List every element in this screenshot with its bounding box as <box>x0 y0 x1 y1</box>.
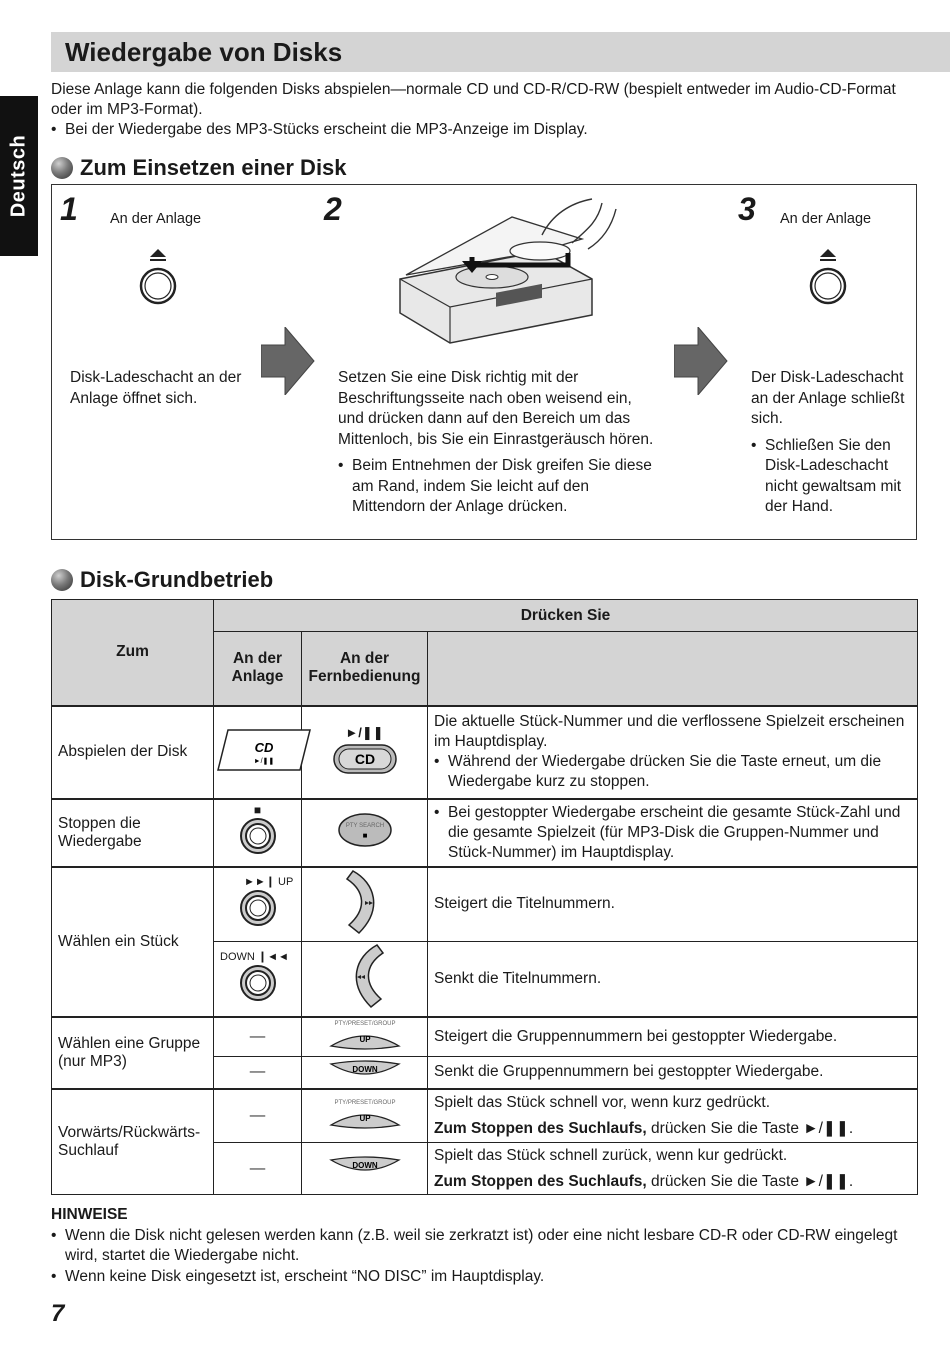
skip-back-arc-icon <box>345 943 385 1009</box>
row-zum: Vorwärts/Rückwärts-Suchlauf <box>52 1089 214 1195</box>
stop-glyph: ■ <box>253 803 262 817</box>
note-item: • Wenn die Disk nicht gelesen werden kann (z.B. weil sie zerkratzt ist) oder eine nicht lesbare CD-R oder CD-RW eingelegt wird, startet die Wiedergabe nicht. <box>51 1226 911 1267</box>
down-prev-label: DOWN ❙◄◄ <box>220 950 289 963</box>
group-up-description <box>428 1017 918 1057</box>
unit-cd-button <box>214 706 302 799</box>
select-up-description <box>428 867 918 942</box>
group-up-button-icon <box>327 1018 403 1050</box>
disc-operations-table <box>51 599 918 1195</box>
row-zum: Abspielen der Disk <box>52 706 214 799</box>
search-stop-bold: Zum Stoppen des Suchlaufs, <box>434 1172 647 1190</box>
note-item: • Wenn keine Disk eingesetzt ist, erscheint “NO DISC” im Hauptdisplay. <box>51 1267 911 1288</box>
dash: — <box>214 1089 302 1143</box>
remote-group-down-button <box>302 1057 428 1089</box>
play-desc-text: Die aktuelle Stück-Nummer und die verflossene Spielzeit erscheinen im Hauptdisplay. <box>434 713 905 750</box>
section2-heading-text: Disk-Grundbetrieb <box>80 567 274 592</box>
table-row <box>52 1089 918 1143</box>
page-number: 7 <box>51 1300 65 1327</box>
search-stop-rest: drücken Sie die Taste ►/❚❚. <box>651 1119 854 1137</box>
select-up-text: Steigert die Titelnummern. <box>434 895 615 913</box>
intro-bullet: • Bei der Wiedergabe des MP3-Stücks erscheint die MP3-Anzeige im Display. <box>51 120 911 140</box>
pty-group-label: PTY/PRESET/GROUP <box>333 1021 396 1028</box>
step1-label: An der Anlage <box>110 211 202 227</box>
disc-insertion-illustration <box>392 195 632 345</box>
cd-remote-button-icon <box>332 743 398 775</box>
remote-stop-button <box>302 799 428 867</box>
search-rev-description <box>428 1143 918 1195</box>
prev-button-icon <box>238 963 278 1003</box>
group-down-button-icon <box>327 1058 403 1082</box>
search-fwd-text: Spielt das Stück schnell vor, wenn kurz gedrückt. <box>434 1093 770 1111</box>
step1-number: 1 <box>60 191 78 227</box>
bullet-ball-icon <box>51 157 73 179</box>
up-label: UP <box>358 1035 371 1045</box>
down-label: DOWN <box>351 1161 378 1170</box>
skip-forward-arc-icon <box>345 869 385 935</box>
unit-prev-button <box>214 942 302 1017</box>
step2-number: 2 <box>324 191 342 227</box>
dash: — <box>214 1143 302 1195</box>
cd-unit-sub: ►/❚❚ <box>253 757 275 765</box>
intro <box>51 80 911 140</box>
stop-description <box>428 799 918 867</box>
header-fern: An der Fernbedienung <box>302 632 428 706</box>
play-desc-bullet: • Während der Wiedergabe drücken Sie die Taste erneut, um die Wiedergabe kurz zu stoppen. <box>434 752 911 792</box>
search-rev-text: Spielt das Stück schnell zurück, wenn kur gedrückt. <box>434 1146 788 1164</box>
remote-search-up-button <box>302 1089 428 1143</box>
step3-bullet: • Schließen Sie den Disk-Ladeschacht nicht gewaltsam mit der Hand. <box>751 436 911 518</box>
table-row <box>52 799 918 867</box>
next-button-icon <box>238 888 278 928</box>
unit-stop-button <box>214 799 302 867</box>
dash: — <box>214 1017 302 1057</box>
header-druecken: Drücken Sie <box>214 600 918 632</box>
select-down-description <box>428 942 918 1017</box>
table-row <box>52 706 918 799</box>
group-down-text: Senkt die Gruppennummern bei gestoppter Wiedergabe. <box>434 1063 824 1081</box>
section1-heading <box>51 152 347 184</box>
remote-cd-button <box>302 706 428 799</box>
search-stop-bold: Zum Stoppen des Suchlaufs, <box>434 1119 647 1137</box>
remote-prev-button <box>302 942 428 1017</box>
step3-description: Der Disk-Ladeschacht an der Anlage schließt sich. <box>751 369 905 427</box>
cd-play-button-icon <box>214 726 314 774</box>
step1-description: Disk-Ladeschacht an der Anlage öffnet sich. <box>70 369 242 407</box>
insert-disc-steps <box>51 184 917 540</box>
section2-heading <box>51 564 273 596</box>
notes-heading: HINWEISE <box>51 1206 128 1223</box>
section1-heading-text: Zum Einsetzen einer Disk <box>80 155 347 180</box>
arrow-right-icon <box>674 327 728 395</box>
header-empty <box>428 632 918 706</box>
header-zum: Zum <box>52 600 214 706</box>
row-zum: Wählen ein Stück <box>52 867 214 1017</box>
intro-text: Diese Anlage kann die folgenden Disks abspielen—normale CD und CD-R/CD-RW (bespielt entweder im Audio-CD-Format oder im MP3-Format). <box>51 81 896 118</box>
select-down-text: Senkt die Titelnummern. <box>434 969 602 987</box>
table-row <box>52 1017 918 1057</box>
pty-search-label: PTY SEARCH <box>345 823 384 829</box>
table-row <box>52 867 918 942</box>
remote-group-up-button <box>302 1017 428 1057</box>
arrow-right-icon <box>261 327 315 395</box>
down-label: DOWN <box>351 1064 378 1074</box>
dash: — <box>214 1057 302 1089</box>
pty-search-button-icon <box>337 811 393 849</box>
cd-remote-label: CD <box>354 750 375 767</box>
step2-text <box>338 368 658 518</box>
row-zum: Stoppen die Wiedergabe <box>52 799 214 867</box>
language-tab <box>0 96 38 256</box>
step3-number: 3 <box>738 191 756 227</box>
next-up-label: ►►❙ UP <box>244 876 294 889</box>
bullet-ball-icon <box>51 569 73 591</box>
step3-text <box>751 368 911 518</box>
unit-next-button <box>214 867 302 942</box>
page-title: Wiedergabe von Disks <box>65 37 343 67</box>
group-down-description <box>428 1057 918 1089</box>
remote-search-down-button <box>302 1143 428 1195</box>
up-label: UP <box>358 1114 371 1124</box>
search-down-button-icon <box>327 1154 403 1178</box>
search-up-button-icon <box>327 1097 403 1129</box>
group-up-text: Steigert die Gruppennummern bei gestoppter Wiedergabe. <box>434 1027 838 1045</box>
step2-description: Setzen Sie eine Disk richtig mit der Beschriftungsseite nach oben weisend ein, und drücken dann auf den Bereich um das Mittenloch, bis Sie ein Einrastgeräusch hören. <box>338 369 654 448</box>
title-bar <box>51 32 950 72</box>
eject-button-icon <box>808 249 848 307</box>
step2-bullet: • Beim Entnehmen der Disk greifen Sie diese am Rand, indem Sie leicht auf den Mittendorn der Anlage drücken. <box>338 456 658 518</box>
step1-text <box>70 368 250 409</box>
language-tab-label: Deutsch <box>7 134 30 218</box>
remote-next-button <box>302 867 428 942</box>
stop-glyph-remote: ■ <box>362 831 367 840</box>
notes <box>51 1205 911 1287</box>
step3-label: An der Anlage <box>780 211 872 227</box>
stop-button-icon <box>238 816 278 856</box>
pty-group-label: PTY/PRESET/GROUP <box>333 1100 396 1107</box>
play-description <box>428 706 918 799</box>
search-fwd-description <box>428 1089 918 1143</box>
header-anlage: An der Anlage <box>214 632 302 706</box>
eject-button-icon <box>138 249 178 307</box>
cd-unit-label: CD <box>254 739 274 755</box>
row-zum: Wählen eine Gruppe (nur MP3) <box>52 1017 214 1089</box>
play-pause-label: ►/❚❚ <box>345 724 384 740</box>
search-stop-rest: drücken Sie die Taste ►/❚❚. <box>651 1172 854 1190</box>
stop-desc-bullet: • Bei gestoppter Wiedergabe erscheint die gesamte Stück-Zahl und die gesamte Spielzeit (für MP3-Disk die Gruppen-Nummer und Stück-Nummer) im Hauptdisplay. <box>434 803 911 863</box>
